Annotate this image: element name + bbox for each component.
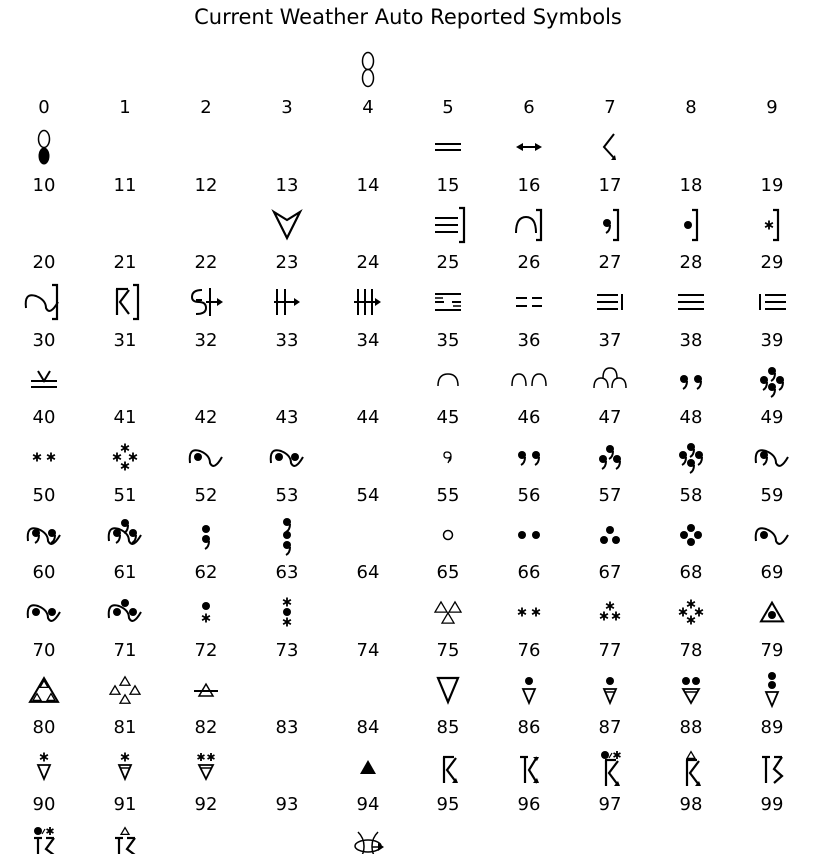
code-label: 75	[436, 640, 460, 661]
freezing-drizzle-icon	[190, 450, 222, 466]
ice-pellets-icon	[761, 603, 783, 622]
code-label: 94	[356, 794, 380, 815]
visibility-arrow-icon	[516, 143, 542, 151]
code-label: 86	[517, 717, 541, 738]
rain-snow-heavy-icon	[283, 598, 291, 627]
code-label: 31	[113, 330, 137, 351]
drizzle-two-icon	[680, 375, 702, 389]
freezing-past-icon	[765, 210, 778, 240]
code-label: 26	[517, 252, 541, 273]
code-label: 42	[194, 407, 218, 428]
code-label: 2	[200, 97, 212, 118]
code-label: 56	[517, 485, 541, 506]
funnel-arrow-icon	[354, 289, 381, 315]
code-label: 16	[517, 175, 541, 196]
shower-snow-icon	[38, 753, 50, 780]
drizzle-four-dots-icon	[679, 443, 703, 473]
drizzle-rain-icon	[202, 525, 210, 549]
rain-past-icon	[603, 210, 618, 240]
drizzle-four-icon	[760, 367, 784, 397]
code-label: 41	[113, 407, 137, 428]
code-label: 46	[517, 407, 541, 428]
code-label: 35	[436, 330, 460, 351]
smoke-vertical-ovals-icon	[363, 53, 374, 87]
code-label: 95	[436, 794, 460, 815]
code-label: 39	[760, 330, 784, 351]
shower-snow-heavy-icon	[119, 753, 131, 780]
code-label: 21	[113, 252, 137, 273]
fog-past-icon	[435, 208, 464, 242]
code-label: 96	[517, 794, 541, 815]
shower-rain-heavy-icon	[604, 677, 616, 703]
code-label: 85	[436, 717, 460, 738]
fog-icon	[516, 298, 542, 306]
rime-fog-icon	[31, 371, 57, 387]
fog-bar-right-icon	[760, 294, 786, 310]
code-label: 71	[113, 640, 137, 661]
fog-striped-icon	[435, 294, 461, 310]
code-label: 45	[436, 407, 460, 428]
code-label: 23	[275, 252, 299, 273]
freezing-rain-rain-icon	[109, 599, 141, 621]
code-label: 8	[685, 97, 697, 118]
code-label: 89	[760, 717, 784, 738]
code-label: 22	[194, 252, 218, 273]
code-label: 72	[194, 640, 218, 661]
rain-three-icon	[600, 526, 620, 544]
code-label: 38	[679, 330, 703, 351]
code-label: 0	[38, 97, 50, 118]
code-label: 64	[356, 562, 380, 583]
code-label: 6	[523, 97, 535, 118]
thunderstorm-hail-icon	[686, 752, 701, 786]
code-label: 79	[760, 640, 784, 661]
code-label: 77	[598, 640, 622, 661]
snow-grains-icon	[194, 684, 218, 696]
code-label: 50	[32, 485, 56, 506]
snow-four-stars-icon	[679, 600, 703, 625]
code-label: 48	[679, 407, 703, 428]
drizzle-past-icon	[516, 210, 541, 240]
squall-arrow-icon	[274, 289, 300, 315]
shower-past-icon	[26, 285, 58, 319]
code-label: 7	[604, 97, 616, 118]
snow-three-stars-icon	[600, 602, 620, 621]
freezing-drizzle-heavy-icon	[28, 528, 60, 544]
snow-bar-icon	[110, 677, 140, 704]
code-label: 76	[517, 640, 541, 661]
code-label: 17	[598, 175, 622, 196]
code-label: 66	[517, 562, 541, 583]
code-label: 10	[32, 175, 56, 196]
fog-bar-left-icon	[597, 294, 622, 310]
code-label: 28	[679, 252, 703, 273]
code-label: 49	[760, 407, 784, 428]
code-label: 13	[275, 175, 299, 196]
thunderstorm-rain-snow-icon	[601, 751, 620, 786]
code-label: 9	[766, 97, 778, 118]
code-label: 67	[598, 562, 622, 583]
code-label: 32	[194, 330, 218, 351]
drizzle-two-dots-icon	[518, 451, 540, 465]
code-label: 53	[275, 485, 299, 506]
thunderstorm-rain-snow-hail-icon	[34, 827, 54, 854]
code-label: 19	[760, 175, 784, 196]
rain-snow-icon	[202, 602, 210, 623]
snow-triangles-icon	[435, 602, 461, 623]
code-label: 83	[275, 717, 299, 738]
squall-icon	[274, 212, 300, 238]
fog-triple-arch-icon	[594, 368, 626, 388]
code-label: 74	[356, 640, 380, 661]
code-label: 80	[32, 717, 56, 738]
shower-hail-icon	[198, 753, 215, 779]
code-label: 88	[679, 717, 703, 738]
code-label: 55	[436, 485, 460, 506]
code-label: 81	[113, 717, 137, 738]
code-label: 37	[598, 330, 622, 351]
code-label: 57	[598, 485, 622, 506]
code-label: 58	[679, 485, 703, 506]
code-label: 5	[442, 97, 454, 118]
thunderstorm-arrow-icon	[762, 757, 782, 783]
code-label: 97	[598, 794, 622, 815]
fog-arch-icon	[438, 374, 458, 386]
code-label: 59	[760, 485, 784, 506]
code-label: 29	[760, 252, 784, 273]
shower-rain-snow-heavy-icon	[766, 672, 778, 706]
code-label: 73	[275, 640, 299, 661]
code-label: 62	[194, 562, 218, 583]
code-label: 51	[113, 485, 137, 506]
thunderstorm-hail-heavy-icon	[115, 828, 135, 854]
code-label: 12	[194, 175, 218, 196]
code-label: 33	[275, 330, 299, 351]
code-label: 20	[32, 252, 56, 273]
drizzle-three-icon	[599, 445, 621, 469]
code-label: 90	[32, 794, 56, 815]
code-label: 1	[119, 97, 131, 118]
code-label: 87	[598, 717, 622, 738]
code-label: 44	[356, 407, 380, 428]
thunderstorm-rain-icon	[520, 757, 539, 783]
tornado-icon	[355, 832, 384, 854]
code-label: 27	[598, 252, 622, 273]
shower-rain-icon	[523, 677, 535, 703]
drizzle-rain-heavy-icon	[283, 518, 291, 555]
mist-icon	[435, 144, 461, 150]
shower-rain-snow-icon	[682, 677, 700, 703]
code-label: 91	[113, 794, 137, 815]
code-label: 15	[436, 175, 460, 196]
code-label: 92	[194, 794, 218, 815]
shower-icon	[438, 678, 458, 702]
code-label: 69	[760, 562, 784, 583]
code-label: 18	[679, 175, 703, 196]
drizzle-light-icon	[444, 452, 451, 463]
code-label: 70	[32, 640, 56, 661]
snow-four-icon	[113, 444, 137, 471]
code-label: 82	[194, 717, 218, 738]
duststorm-bracket-icon	[192, 288, 223, 316]
code-label: 68	[679, 562, 703, 583]
code-label: 98	[679, 794, 703, 815]
freezing-drizzle-light-icon	[756, 450, 788, 466]
thunderstorm-past-icon	[116, 285, 138, 319]
code-label: 65	[436, 562, 460, 583]
fog-lines-icon	[678, 295, 704, 309]
code-label: 24	[356, 252, 380, 273]
code-label: 78	[679, 640, 703, 661]
freezing-rain-heavy-icon	[28, 605, 60, 621]
snow-two-icon	[33, 453, 55, 462]
code-label: 11	[113, 175, 137, 196]
chart-title: Current Weather Auto Reported Symbols	[194, 5, 622, 29]
freezing-drizzle-rain-icon	[109, 519, 141, 544]
ice-pellets-heavy-icon	[30, 678, 58, 702]
code-label: 63	[275, 562, 299, 583]
rain-two-dots-icon	[518, 531, 540, 539]
code-label: 47	[598, 407, 622, 428]
code-label: 36	[517, 330, 541, 351]
snow-two-stars-icon	[518, 608, 540, 617]
code-label: 43	[275, 407, 299, 428]
code-label: 84	[356, 717, 380, 738]
code-label: 34	[356, 330, 380, 351]
rain-four-icon	[680, 524, 702, 546]
rain-light-icon	[444, 531, 453, 540]
code-label: 25	[436, 252, 460, 273]
code-label: 54	[356, 485, 380, 506]
freezing-drizzle-two-icon	[271, 450, 303, 466]
snow-past-icon	[684, 210, 697, 240]
code-label: 3	[281, 97, 293, 118]
code-label: 99	[760, 794, 784, 815]
code-label: 93	[275, 794, 299, 815]
smoke-filled-oval-icon	[39, 131, 50, 165]
code-label: 40	[32, 407, 56, 428]
code-label: 52	[194, 485, 218, 506]
code-label: 4	[362, 97, 374, 118]
code-label: 14	[356, 175, 380, 196]
thunderstorm-icon	[443, 757, 458, 783]
code-label: 60	[32, 562, 56, 583]
lightning-icon	[604, 134, 616, 160]
hail-filled-icon	[360, 760, 376, 774]
freezing-rain-light-icon	[756, 528, 788, 544]
code-label: 61	[113, 562, 137, 583]
code-label: 30	[32, 330, 56, 351]
fog-double-arch-icon	[512, 374, 546, 386]
